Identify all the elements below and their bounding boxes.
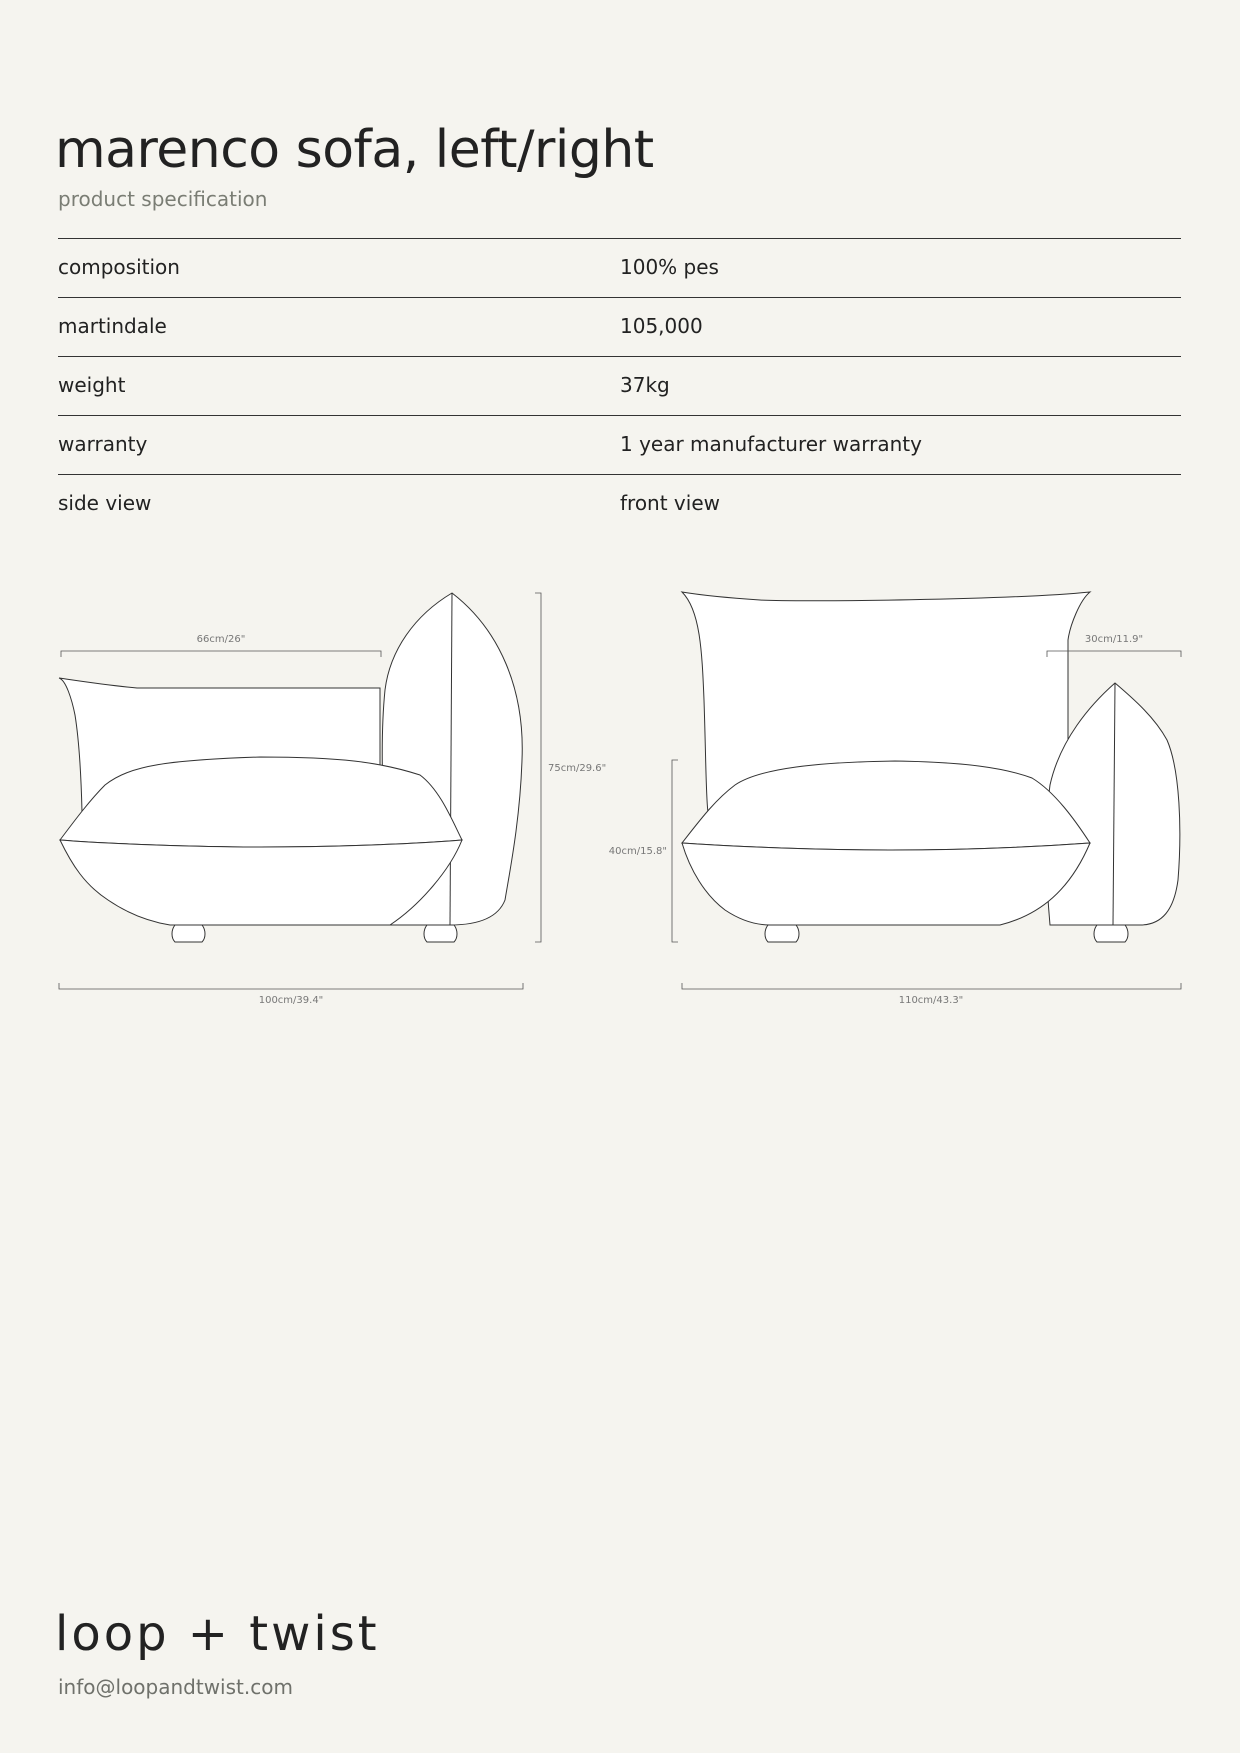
- side-seat-depth-label: 66cm/26": [196, 634, 246, 645]
- side-depth-label: 100cm/39.4": [258, 995, 324, 1006]
- front-seat-bottom: [682, 843, 1090, 925]
- front-seat-height-label: 40cm/15.8": [608, 846, 667, 857]
- contact-email[interactable]: info@loopandtwist.com: [58, 1675, 293, 1699]
- spec-value: 100% pes: [620, 255, 719, 279]
- front-foot-left: [765, 925, 799, 942]
- side-foot-left: [172, 925, 205, 942]
- spec-label: composition: [58, 255, 180, 279]
- front-width-dimension-line: [682, 983, 1181, 989]
- side-foot-right: [424, 925, 457, 942]
- spec-value: 1 year manufacturer warranty: [620, 432, 922, 456]
- front-foot-right: [1094, 925, 1128, 942]
- spec-label: warranty: [58, 432, 148, 456]
- side-view-drawing: [59, 593, 522, 942]
- side-depth-dimension-line: [59, 983, 523, 989]
- side-seat-depth-dimension-line: [61, 651, 381, 657]
- front-arm-width-label: 30cm/11.9": [1084, 634, 1144, 645]
- front-width-label: 110cm/43.3": [898, 995, 964, 1006]
- spec-label: martindale: [58, 314, 167, 338]
- side-seat-bottom: [60, 840, 462, 925]
- brand-logo-text: loop + twist: [55, 1606, 380, 1662]
- page-subtitle: product specification: [58, 187, 268, 211]
- side-height-dimension-line: [535, 593, 541, 942]
- side-view-label: side view: [58, 491, 152, 515]
- front-view-label: front view: [620, 491, 720, 515]
- front-seat-height-dimension-line: [672, 760, 678, 942]
- spec-value: 37kg: [620, 373, 670, 397]
- page-title: marenco sofa, left/right: [55, 120, 654, 180]
- spec-value: 105,000: [620, 314, 703, 338]
- side-height-label: 75cm/29.6": [548, 763, 607, 774]
- spec-label: weight: [58, 373, 126, 397]
